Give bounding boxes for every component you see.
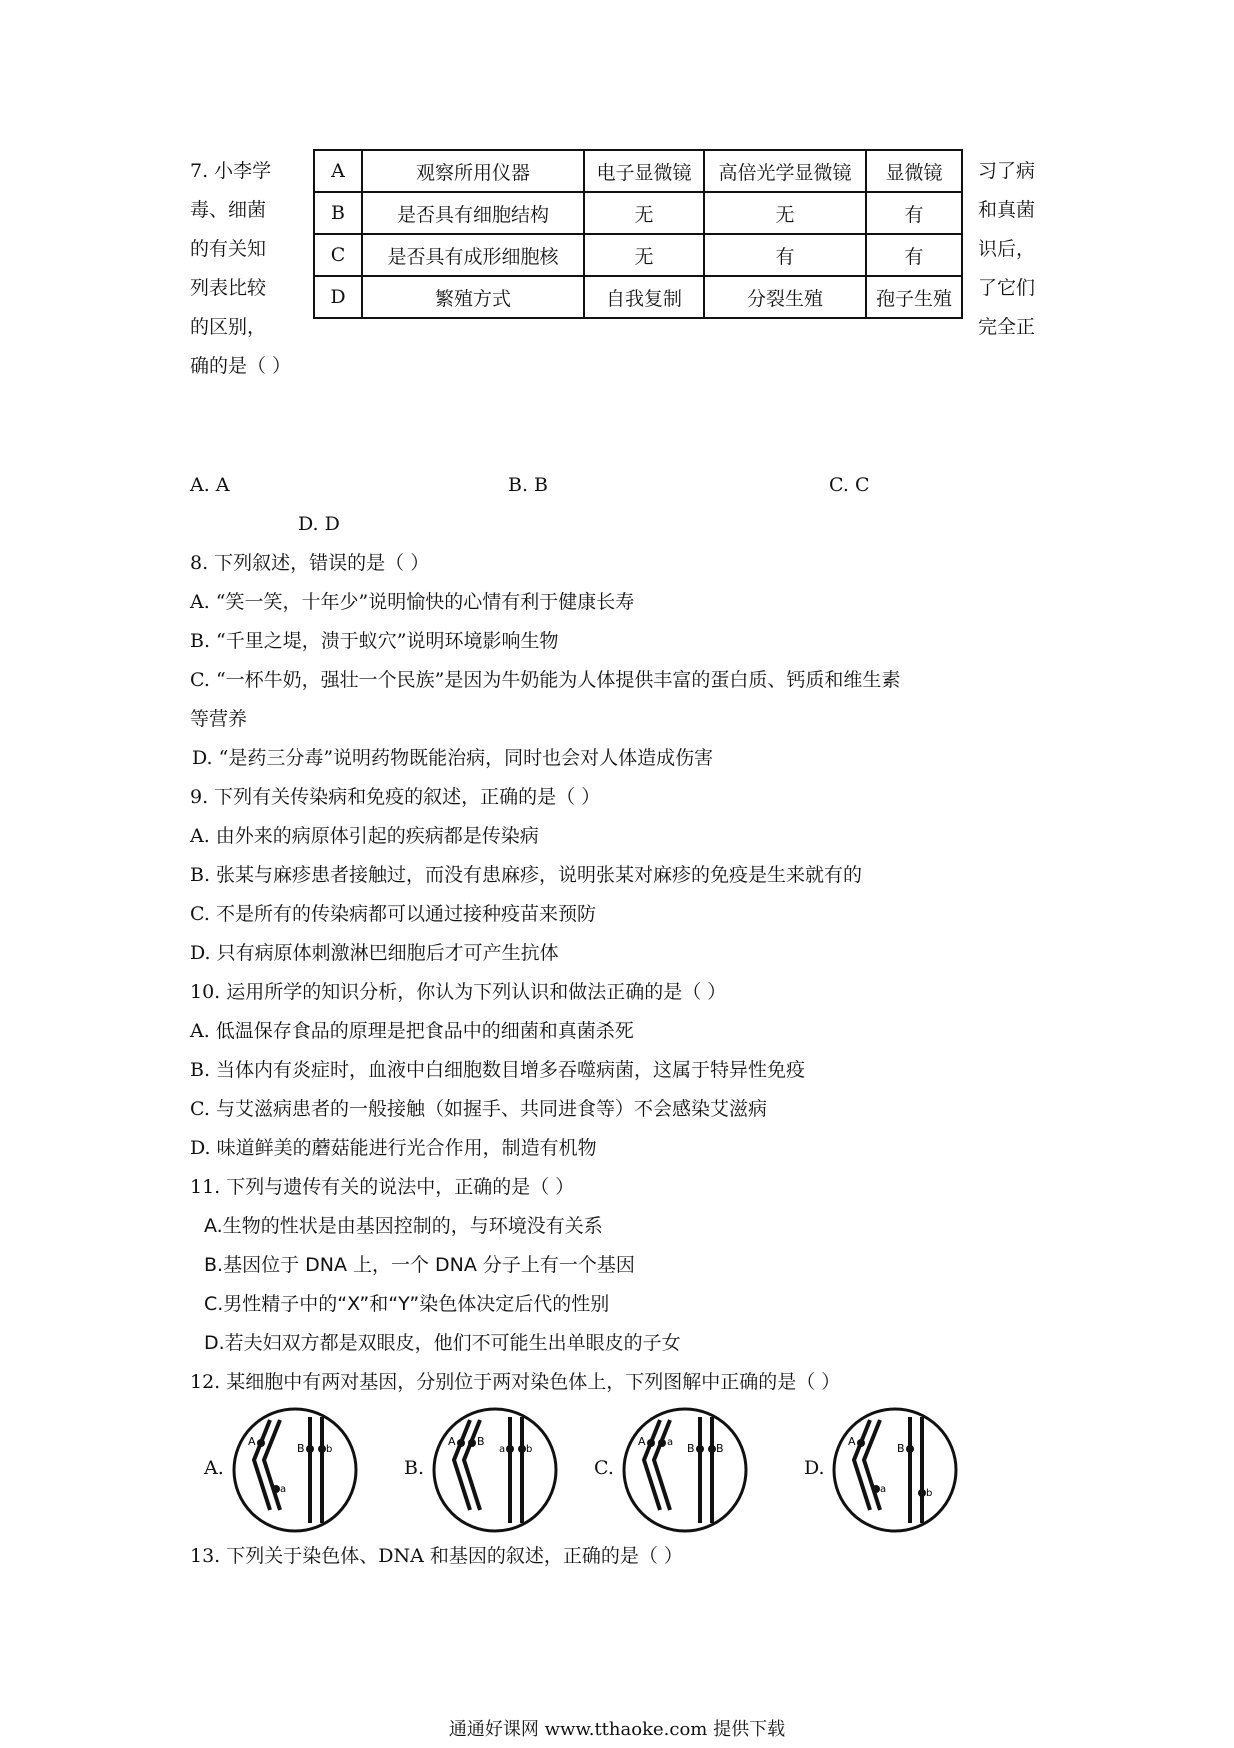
gene-label: B (716, 1442, 724, 1455)
q9-stem: 9. 下列有关传染病和免疫的叙述，正确的是（ ） (190, 786, 601, 808)
table-cell: 有 (866, 234, 962, 276)
table-cell: A (314, 150, 362, 192)
q7-left-line: 的有关知 (190, 238, 267, 260)
table-cell: B (314, 192, 362, 234)
q8-option-c[interactable]: C. “一杯牛奶，强壮一个民族”是因为牛奶能为人体提供丰富的蛋白质、钙质和维生素 (190, 669, 901, 691)
q11-option-b[interactable]: B.基因位于 DNA 上，一个 DNA 分子上有一个基因 (204, 1254, 635, 1276)
q7-left-line: 的区别， (190, 316, 267, 338)
q7-left-line: 7. 小李学 (190, 160, 272, 182)
q10-option-a[interactable]: A. 低温保存食品的原理是把食品中的细菌和真菌杀死 (190, 1020, 634, 1042)
q7-right-line: 和真菌 (978, 199, 1036, 221)
q10-stem: 10. 运用所学的知识分析，你认为下列认识和做法正确的是（ ） (190, 981, 727, 1003)
cell-diagram-a[interactable] (230, 1405, 360, 1535)
q7-left-line: 毒、细菌 (190, 199, 267, 221)
gene-label: B (297, 1442, 305, 1455)
q10-option-c[interactable]: C. 与艾滋病患者的一般接触（如握手、共同进食等）不会感染艾滋病 (190, 1098, 767, 1120)
gene-label: a (880, 1484, 887, 1495)
q12-option-d-label[interactable]: D. (804, 1457, 825, 1479)
gene-label: A (848, 1435, 856, 1448)
q9-option-a[interactable]: A. 由外来的病原体引起的疾病都是传染病 (190, 825, 539, 847)
q7-right-line: 了它们 (978, 277, 1036, 299)
q13-stem: 13. 下列关于染色体、DNA 和基因的叙述，正确的是（ ） (190, 1545, 683, 1567)
gene-label: b (926, 1488, 933, 1499)
q12-option-a-label[interactable]: A. (204, 1457, 224, 1479)
q10-option-d[interactable]: D. 味道鲜美的蘑菇能进行光合作用，制造有机物 (190, 1137, 597, 1159)
table-row (314, 192, 962, 234)
q11-option-d[interactable]: D.若夫妇双方都是双眼皮，他们不可能生出单眼皮的子女 (204, 1332, 681, 1354)
q7-right-line: 习了病 (978, 160, 1036, 182)
q12-stem: 12. 某细胞中有两对基因，分别位于两对染色体上，下列图解中正确的是（ ） (190, 1371, 841, 1393)
q11-option-a[interactable]: A.生物的性状是由基因控制的，与环境没有关系 (204, 1215, 603, 1237)
q9-option-c[interactable]: C. 不是所有的传染病都可以通过接种疫苗来预防 (190, 903, 596, 925)
q11-option-c[interactable]: C.男性精子中的“X”和“Y”染色体决定后代的性别 (204, 1293, 610, 1315)
gene-label: A (638, 1435, 646, 1448)
q12-option-c-label[interactable]: C. (594, 1457, 614, 1479)
gene-label: b (526, 1444, 533, 1455)
cell-diagram-d[interactable] (830, 1405, 960, 1535)
cell-diagram-b[interactable] (430, 1405, 560, 1535)
table-cell: 有 (866, 192, 962, 234)
table-cell: 孢子生殖 (866, 276, 962, 318)
table-cell: 无 (584, 192, 704, 234)
table-cell: 是否具有成形细胞核 (362, 234, 584, 276)
q8-option-d[interactable]: D. “是药三分毒”说明药物既能治病，同时也会对人体造成伤害 (192, 747, 714, 769)
table-cell: 无 (704, 192, 866, 234)
q7-option-b[interactable]: B. B (508, 474, 549, 496)
table-cell: 无 (584, 234, 704, 276)
q11-stem: 11. 下列与遗传有关的说法中，正确的是（ ） (190, 1176, 575, 1198)
q7-option-d[interactable]: D. D (298, 513, 340, 535)
table-cell: C (314, 234, 362, 276)
page-footer: 通通好课网 www.tthaoke.com 提供下载 (448, 1719, 786, 1740)
q8-option-c-continued: 等营养 (190, 708, 248, 730)
q7-left-line: 列表比较 (190, 277, 267, 299)
q8-stem: 8. 下列叙述，错误的是（ ） (190, 552, 430, 574)
q9-option-d[interactable]: D. 只有病原体刺激淋巴细胞后才可产生抗体 (190, 942, 559, 964)
q8-option-a[interactable]: A. “笑一笑，十年少”说明愉快的心情有利于健康长寿 (190, 591, 635, 613)
table-cell: 有 (704, 234, 866, 276)
gene-label: b (326, 1444, 333, 1455)
table-cell: 观察所用仪器 (362, 150, 584, 192)
q12-option-b-label[interactable]: B. (404, 1457, 425, 1479)
gene-label: a (499, 1444, 506, 1455)
table-cell: D (314, 276, 362, 318)
gene-label: B (897, 1442, 905, 1455)
q7-right-line: 完全正 (978, 316, 1036, 338)
cell-diagram-c[interactable] (620, 1405, 750, 1535)
q12-cell-diagrams (190, 1405, 990, 1545)
q7-tail: 确的是（ ） (190, 355, 292, 377)
gene-label: B (477, 1435, 485, 1448)
table-cell: 显微镜 (866, 150, 962, 192)
q7-comparison-table (313, 149, 963, 319)
q10-option-b[interactable]: B. 当体内有炎症时，血液中白细胞数目增多吞噬病菌，这属于特异性免疫 (190, 1059, 806, 1081)
gene-label: B (687, 1442, 695, 1455)
q7-option-a[interactable]: A. A (190, 474, 230, 496)
gene-label: A (248, 1435, 256, 1448)
q8-option-b[interactable]: B. “千里之堤，溃于蚁穴”说明环境影响生物 (190, 630, 559, 652)
table-cell: 分裂生殖 (704, 276, 866, 318)
table-cell: 是否具有细胞结构 (362, 192, 584, 234)
table-row (314, 150, 962, 192)
table-row (314, 234, 962, 276)
gene-label: a (667, 1437, 674, 1448)
table-cell: 繁殖方式 (362, 276, 584, 318)
q9-option-b[interactable]: B. 张某与麻疹患者接触过，而没有患麻疹，说明张某对麻疹的免疫是生来就有的 (190, 864, 863, 886)
q7-right-line: 识后， (978, 238, 1036, 260)
gene-label: a (280, 1484, 287, 1495)
table-cell: 电子显微镜 (584, 150, 704, 192)
q7-option-c[interactable]: C. C (829, 474, 870, 496)
table-row (314, 276, 962, 318)
table-cell: 自我复制 (584, 276, 704, 318)
table-cell: 高倍光学显微镜 (704, 150, 866, 192)
gene-label: A (448, 1435, 456, 1448)
